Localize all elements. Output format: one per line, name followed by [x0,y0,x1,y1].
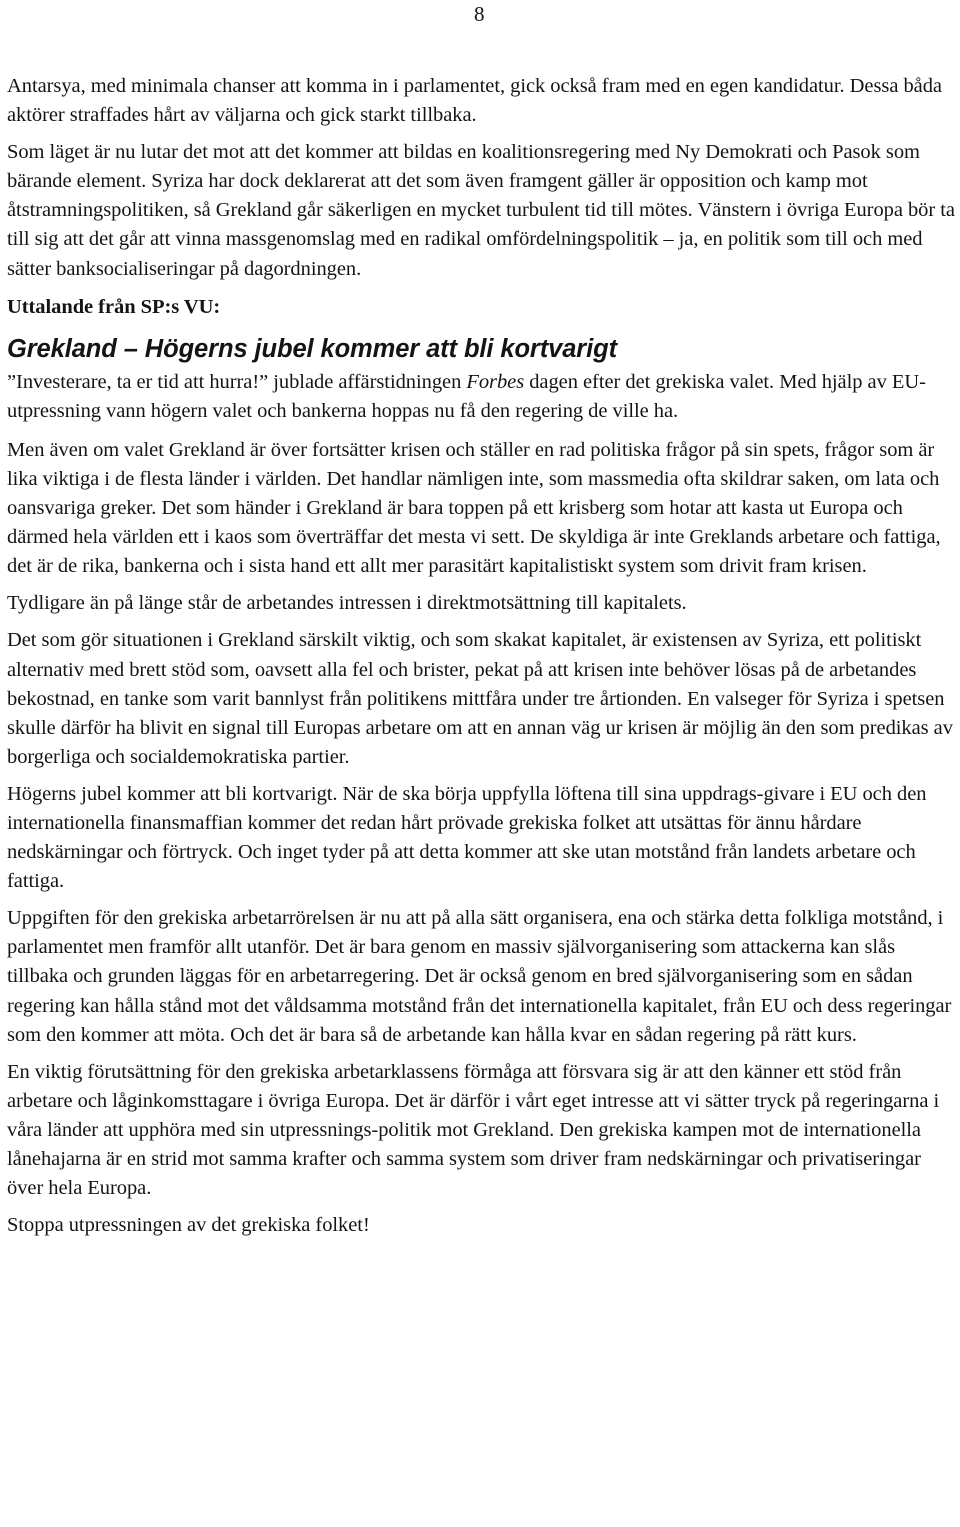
paragraph-support: En viktig förutsättning för den grekiska arbetarklassens förmåga att försvara sig är att den känner ett stöd från arbetare och låginkomsttagare i övriga Europa. Det är därför i vårt eget intresse att vi sätter tryck på regeringarna i våra länder att upphöra med sin utpressnings-politik mot Grekland. Den grekiska kampen mot de internationella lånehajarna är en strid mot samma krafter och samma system som driver fram nedskärningar och privatiseringar över hela Europa. [7,1060,940,1200]
paragraph-interests: Tydligare än på länge står de arbetandes intressen i direktmotsättning till kapitalets. [7,592,687,615]
paragraph-right-wing: Högerns jubel kommer att bli kortvarigt. När de ska börja uppfylla löftena till sina uppdrags-givare i EU och den internationella finansmaffian kommer det redan hårt prövade grekiska folket att utsättas för ännu hårdare nedskärningar och förtryck. Och inget tyder på att detta kommer att ske utan motstånd från landets arbetare och fattiga. [7,782,927,893]
publication-name: Forbes [466,370,525,393]
paragraph-investors-start: ”Investerare, ta er tid att hurra!” jublade affärstidningen [7,370,467,393]
paragraph-syriza: Det som gör situationen i Grekland särskilt viktig, och som skakat kapitalet, är existensen av Syriza, ett politiskt alternativ med brett stöd som, oavsett alla fel och brister, pekat på att krisen inte behöver lösas på de arbetandes bekostnad, en tanke som varit bannlyst från politikens mittfåra under tre årtionden. En valseger för Syriza i spetsen skulle därför ha blivit en signal till Europas arbetare om att en annan väg ur krisen är möjlig än den som predikas av borgerliga och socialdemokratiska partier. [7,629,953,768]
paragraph-task: Uppgiften för den grekiska arbetarrörelsen är nu att på alla sätt organisera, ena och stärka detta folkliga motstånd, i parlamentet men framför allt utanför. Det är bara genom en massiv självorganisering som attackerna kan slås tillbaka och grunden läggas för en arbetarregering. Det är också genom en bred självorganisering som en sådan regering kan hålla stånd mot det våldsamma motstånd från det internationella kapitalet, från EU och dess regeringar som den kommer att möta. Och det är bara så de arbetande kan hålla kvar en sådan regering på rätt kurs. [7,907,952,1046]
paragraph-coalition: Som läget är nu lutar det mot att det kommer att bildas en koalitionsregering med Ny Demokrati och Pasok som bärande element. Syriza har dock deklarerat att det som även framgent gäller är opposition och kamp mot åtstramningspolitiken, så Grekland går säkerligen en mycket turbulent tid till mötes. Vänstern i övriga Europa bör ta till sig att det går att vinna massgenomslag med en radikal omfördelningspolitik – ja, en politik som till och med sätter banksocialiseringar på dagordningen. [7,141,955,280]
paragraph-investors-end: dagen efter det grekiska valet. Med hjälp av EU-utpressning vann högern valet och bankerna hoppas nu få den regering de ville ha. [7,370,926,422]
page-content [7,72,959,1240]
page-number: 8 [474,2,485,26]
statement-heading: Uttalande från SP:s VU: [7,295,221,318]
paragraph-crisis: Men även om valet Grekland är över fortsätter krisen och ställer en rad politiska frågor på sin spets, frågor som är lika viktiga i de flesta länder i världen. Det handlar nämligen inte, som massmedia ofta skildrar saken, om lata och oansvariga greker. Det som händer i Grekland är bara toppen på ett krisberg som hotar att kasta ut Europa och därmed hela världen ett i kaos som överträffar det mesta vi sett. De skyldiga är inte Greklands arbetare och fattiga, det är de rika, bankerna och i sista hand ett allt mer parasitärt kapitalistiskt system som drivit fram krisen. [7,438,941,578]
paragraph-antarsya: Antarsya, med minimala chanser att komma in i parlamentet, gick också fram med en egen kandidatur. Dessa båda aktörer straffades hårt av väljarna och gick starkt tillbaka. [7,75,942,127]
paragraph-investors [7,368,959,426]
article-title: Grekland – Högerns jubel kommer att bli kortvarigt [7,334,617,363]
closing-slogan: Stoppa utpressningen av det grekiska folket! [7,1214,370,1237]
